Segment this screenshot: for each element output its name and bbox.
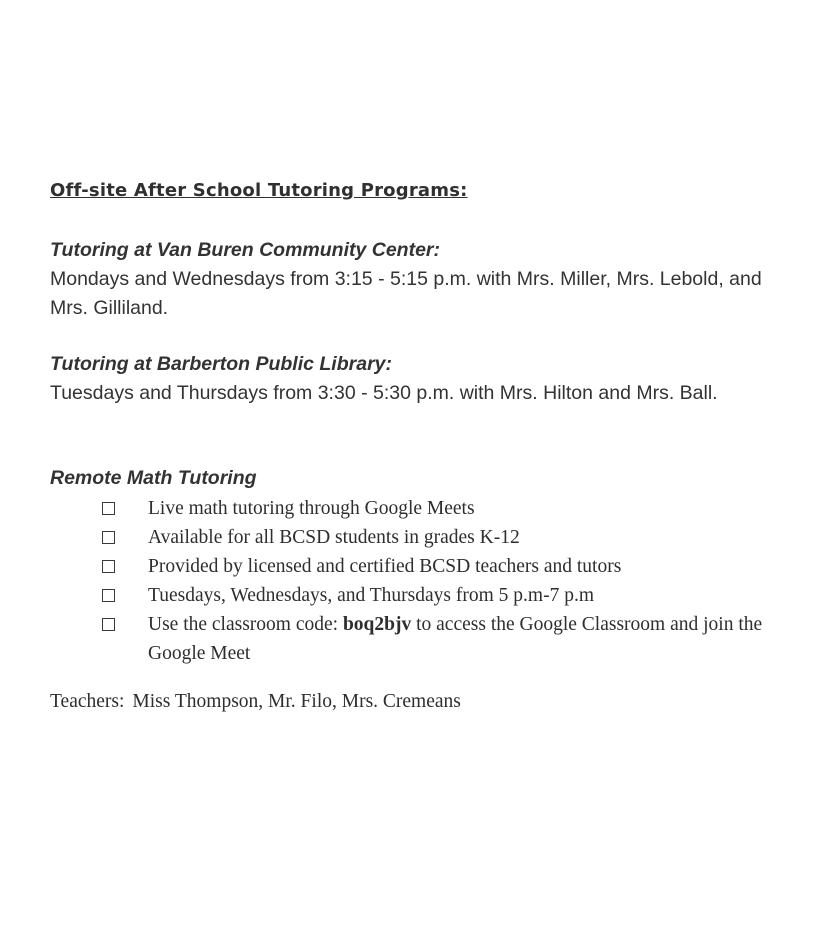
list-item-text: Provided by licensed and certified BCSD teachers and tutors	[148, 556, 622, 577]
checkbox-icon	[102, 502, 115, 515]
page-heading: Off-site After School Tutoring Programs:	[50, 180, 468, 201]
checkbox-icon	[102, 531, 115, 544]
classroom-code: boq2bjv	[342, 614, 412, 635]
section-title: Tutoring at Van Buren Community Center:	[50, 239, 441, 261]
teachers-names: Miss Thompson, Mr. Filo, Mrs. Cremeans	[132, 691, 461, 712]
list-item	[100, 552, 780, 581]
section-body: Tuesdays and Thursdays from 3:30 - 5:30 p.m. with Mrs. Hilton and Mrs. Ball.	[50, 382, 718, 404]
checkbox-icon	[102, 589, 115, 602]
list-item-text: Tuesdays, Wednesdays, and Thursdays from 5 p.m-7 p.m	[148, 585, 594, 606]
checkbox-icon	[102, 560, 115, 573]
section-title: Remote Math Tutoring	[50, 467, 257, 489]
list-item	[100, 523, 780, 552]
list-item-text: Live math tutoring through Google Meets	[148, 498, 475, 519]
list-item	[100, 581, 780, 610]
section-remote-math	[50, 464, 780, 493]
list-item-classroom-code	[100, 610, 780, 668]
remote-tutoring-checklist	[100, 494, 780, 668]
section-title: Tutoring at Barberton Public Library:	[50, 353, 393, 375]
teachers-label: Teachers:	[50, 691, 125, 712]
section-body: Mondays and Wednesdays from 3:15 - 5:15 p.m. with Mrs. Miller, Mrs. Lebold, and Mrs. Gilliland.	[50, 268, 762, 319]
code-suffix: to access the Google Classroom and join the Google Meet	[148, 614, 763, 664]
section-van-buren	[50, 236, 780, 323]
checkbox-icon	[102, 618, 115, 631]
list-item-text: Available for all BCSD students in grades K-12	[148, 527, 520, 548]
list-item	[100, 494, 780, 523]
code-prefix: Use the classroom code:	[148, 614, 343, 635]
section-barberton	[50, 350, 780, 408]
teachers-line	[50, 687, 461, 716]
